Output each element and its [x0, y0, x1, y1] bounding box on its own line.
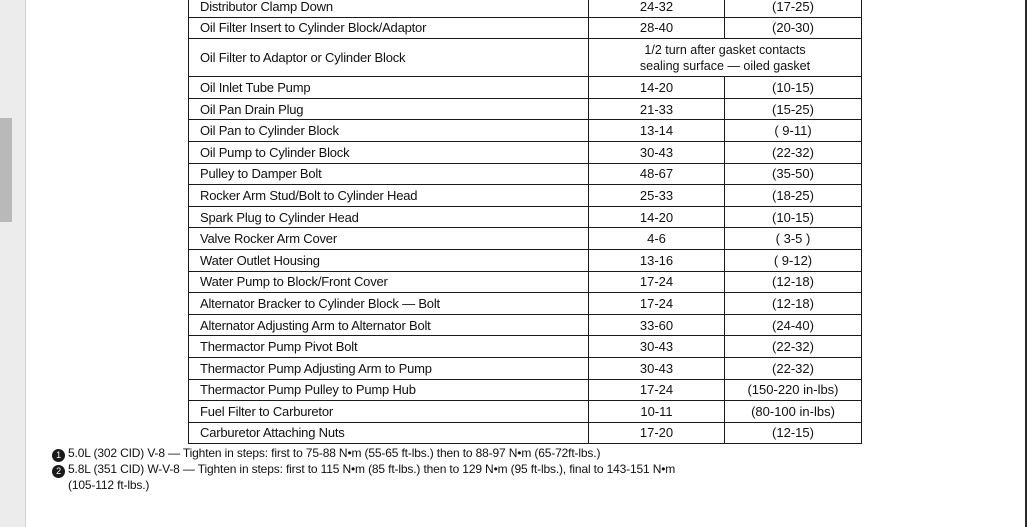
ftlb-cell: (12-18): [725, 271, 862, 293]
footnote-2-continuation: (105-112 ft-lbs.): [68, 478, 150, 492]
ftlb-cell: ( 9-11): [725, 120, 862, 142]
nm-cell: 17-20: [589, 422, 725, 444]
table-row: [189, 401, 862, 423]
table-row: [189, 206, 862, 228]
table-row: [189, 357, 862, 379]
nm-cell: 10-11: [589, 401, 725, 423]
footnotes: [52, 446, 675, 493]
nm-cell: 30-43: [589, 141, 725, 163]
nm-cell: 30-43: [589, 357, 725, 379]
nm-cell: 21-33: [589, 98, 725, 120]
nm-cell: 14-20: [589, 206, 725, 228]
ftlb-cell: (15-25): [725, 98, 862, 120]
nm-cell: 13-14: [589, 120, 725, 142]
footnote-text: 5.8L (351 CID) W-V-8 — Tighten in steps: first to 115 N•m (85 ft-lbs.) then to 129 N•m (95 ft-lbs.), final to 143-151 N•m: [68, 462, 676, 476]
instruction-cell: [589, 39, 862, 77]
left-sidebar-gutter: [0, 0, 26, 527]
footnote-1: [52, 446, 675, 462]
ftlb-cell: (22-32): [725, 357, 862, 379]
item-cell: Water Outlet Housing: [189, 249, 589, 271]
nm-cell: 14-20: [589, 77, 725, 99]
item-cell: Oil Pan Drain Plug: [189, 98, 589, 120]
table-row: [189, 293, 862, 315]
table-row: [189, 98, 862, 120]
table-row: [189, 0, 862, 17]
table-row: [189, 314, 862, 336]
sidebar-scroll-handle[interactable]: [0, 118, 12, 222]
item-cell: Valve Rocker Arm Cover: [189, 228, 589, 250]
ftlb-cell: (10-15): [725, 77, 862, 99]
item-cell: Oil Inlet Tube Pump: [189, 77, 589, 99]
nm-cell: 30-43: [589, 336, 725, 358]
item-cell: Oil Pan to Cylinder Block: [189, 120, 589, 142]
ftlb-cell: (35-50): [725, 163, 862, 185]
table-row: [189, 379, 862, 401]
nm-cell: 13-16: [589, 249, 725, 271]
ftlb-cell: (20-30): [725, 17, 862, 39]
ftlb-cell: (18-25): [725, 185, 862, 207]
ftlb-cell: (150-220 in-lbs): [725, 379, 862, 401]
nm-cell: 17-24: [589, 379, 725, 401]
torque-spec-table: [188, 0, 862, 444]
item-cell: Alternator Bracker to Cylinder Block — Bolt: [189, 293, 589, 315]
ftlb-cell: (12-15): [725, 422, 862, 444]
instruction-line: sealing surface — oiled gasket: [639, 58, 811, 73]
item-cell: Water Pump to Block/Front Cover: [189, 271, 589, 293]
ftlb-cell: (10-15): [725, 206, 862, 228]
nm-cell: 4-6: [589, 228, 725, 250]
table-row: [189, 336, 862, 358]
item-cell: Oil Filter Insert to Cylinder Block/Adaptor: [189, 17, 589, 39]
item-cell: Thermactor Pump Pivot Bolt: [189, 336, 589, 358]
nm-cell: 33-60: [589, 314, 725, 336]
item-cell: Pulley to Damper Bolt: [189, 163, 589, 185]
nm-cell: 28-40: [589, 17, 725, 39]
table-row: [189, 39, 862, 77]
table-row: [189, 249, 862, 271]
table-row: [189, 141, 862, 163]
nm-cell: 17-24: [589, 293, 725, 315]
table-row: [189, 185, 862, 207]
ftlb-cell: (80-100 in-lbs): [725, 401, 862, 423]
item-cell: Carburetor Attaching Nuts: [189, 422, 589, 444]
footnote-2: [52, 462, 675, 478]
ftlb-cell: (17-25): [725, 0, 862, 17]
item-cell: Rocker Arm Stud/Bolt to Cylinder Head: [189, 185, 589, 207]
nm-cell: 25-33: [589, 185, 725, 207]
item-cell: Oil Pump to Cylinder Block: [189, 141, 589, 163]
table-row: [189, 120, 862, 142]
item-cell: Oil Filter to Adaptor or Cylinder Block: [189, 39, 589, 77]
footnote-marker-1: 1: [52, 449, 65, 462]
table-row: [189, 228, 862, 250]
table-row: [189, 271, 862, 293]
nm-cell: 48-67: [589, 163, 725, 185]
instruction-line: 1/2 turn after gasket contacts: [644, 42, 806, 57]
ftlb-cell: ( 9-12): [725, 249, 862, 271]
ftlb-cell: (24-40): [725, 314, 862, 336]
ftlb-cell: (22-32): [725, 336, 862, 358]
item-cell: Spark Plug to Cylinder Head: [189, 206, 589, 228]
ftlb-cell: ( 3-5 ): [725, 228, 862, 250]
item-cell: Thermactor Pump Pulley to Pump Hub: [189, 379, 589, 401]
nm-cell: 17-24: [589, 271, 725, 293]
table-row: [189, 77, 862, 99]
item-cell: Alternator Adjusting Arm to Alternator Bolt: [189, 314, 589, 336]
footnote-text: 5.0L (302 CID) V-8 — Tighten in steps: first to 75-88 N•m (55-65 ft-lbs.) then to 88-97 N•m (65-72ft-lbs.): [68, 446, 601, 460]
item-cell: Thermactor Pump Adjusting Arm to Pump: [189, 357, 589, 379]
footnote-marker-2: 2: [52, 465, 65, 478]
ftlb-cell: (22-32): [725, 141, 862, 163]
item-cell: Distributor Clamp Down: [189, 0, 589, 17]
table-row: [189, 163, 862, 185]
table-row: [189, 422, 862, 444]
ftlb-cell: (12-18): [725, 293, 862, 315]
item-cell: Fuel Filter to Carburetor: [189, 401, 589, 423]
table-row: [189, 17, 862, 39]
nm-cell: 24-32: [589, 0, 725, 17]
